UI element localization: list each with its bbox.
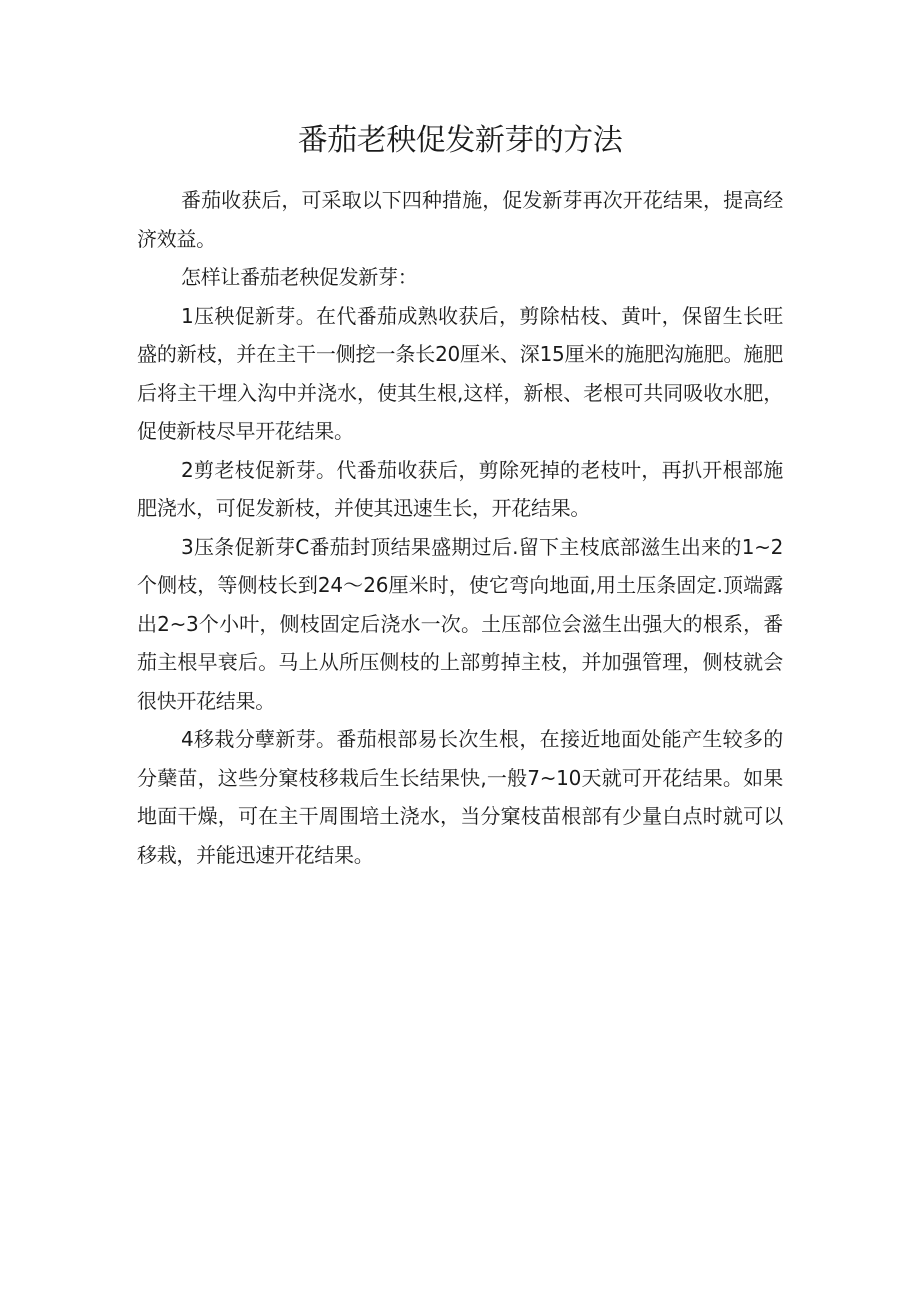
paragraph-question: 怎样让番茄老秧促发新芽： <box>181 265 418 289</box>
document-body <box>137 181 783 874</box>
paragraph-method-4: 4移栽分孽新芽。番茄根部易长次生根，在接近地面处能产生较多的分蘖苗，这些分窠枝移栽后生长结果快,一般7~10天就可开花结果。如果地面干燥，可在主干周围培土浇水，当分窠枝苗根部有少量白点时就可以移栽，并能迅速开花结果。 <box>137 727 783 867</box>
paragraph-method-2: 2剪老枝促新芽。代番茄收获后，剪除死掉的老枝叶，再扒开根部施肥浇水，可促发新枝，并使其迅速生长，开花结果。 <box>137 457 783 520</box>
paragraph-method-1: 1压秧促新芽。在代番茄成熟收获后，剪除枯枝、黄叶，保留生长旺盛的新枝，并在主干一侧挖一条长20厘米、深15厘米的施肥沟施肥。施肥后将主干埋入沟中并浇水，使其生根,这样，新根、老根可共同吸收水肥，促使新枝尽早开花结果。 <box>137 303 783 443</box>
paragraph-intro: 番茄收获后，可采取以下四种措施，促发新芽再次开花结果，提高经济效益。 <box>137 188 783 251</box>
document-title: 番茄老秧促发新芽的方法 <box>297 123 623 158</box>
paragraph-method-3: 3压条促新芽C番茄封顶结果盛期过后.留下主枝底部滋生出来的1~2个侧枝，等侧枝长到24～26厘米时，使它弯向地面,用土压条固定.顶端露出2~3个小叶，侧枝固定后浇水一次。土压部位会滋生出强大的根系，番茄主根早衰后。马上从所压侧枝的上部剪掉主枝，并加强管理，侧枝就会很快开花结果。 <box>137 534 783 713</box>
